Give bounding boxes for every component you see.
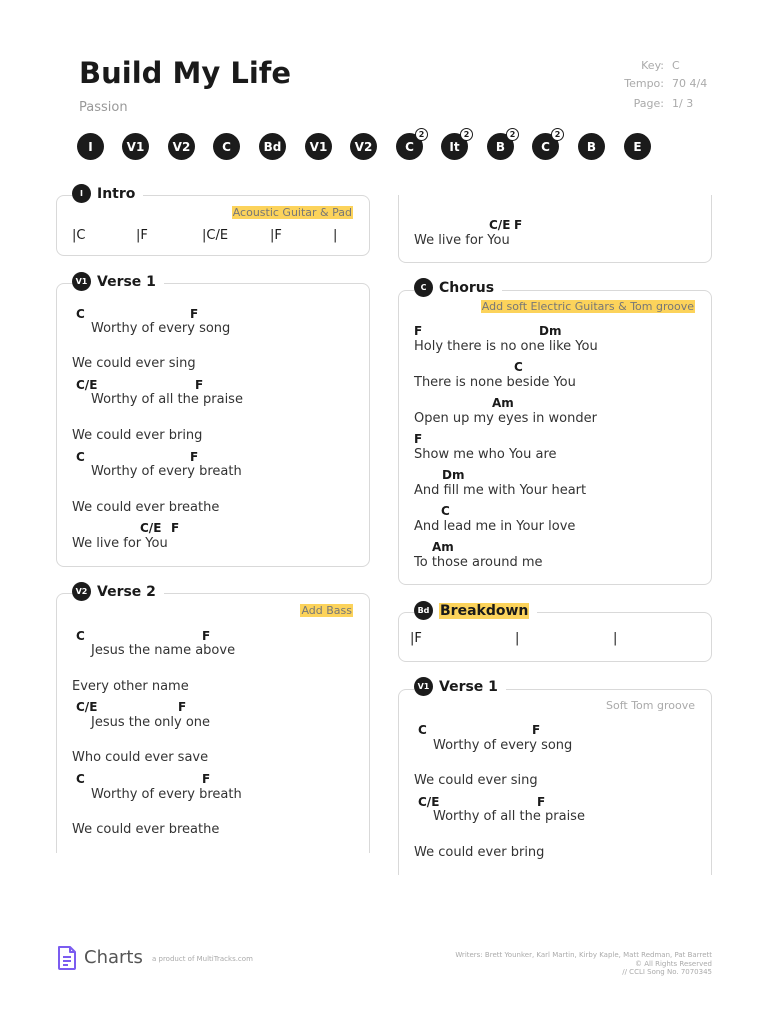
lyric-line: There is none beside You — [414, 375, 576, 390]
roadmap-pill-chorus[interactable] — [213, 133, 240, 160]
lyric-line: And fill me with Your heart — [414, 483, 587, 498]
chord: C — [418, 723, 427, 737]
roadmap-pill-verse1[interactable] — [122, 133, 149, 160]
lyric-line: Worthy of every breath — [91, 464, 242, 479]
chord: Am — [432, 540, 454, 554]
chord: F — [202, 629, 211, 643]
repeat-count-badge: 2 — [551, 128, 564, 141]
roadmap-pill-label: C — [405, 139, 414, 154]
lyric-line: We could ever sing — [72, 356, 196, 371]
roadmap-pill-label: B — [495, 139, 506, 154]
lyric-line: Worthy of all the praise — [91, 392, 243, 407]
roadmap-pill-bridge[interactable] — [487, 130, 516, 160]
lyric-line: Every other name — [72, 679, 189, 694]
bar-chord: | — [613, 631, 618, 646]
roadmap-pill-label: B — [586, 139, 597, 154]
roadmap-pill-verse2[interactable] — [168, 133, 195, 160]
section-header-verse2 — [72, 582, 164, 601]
repeat-count-badge: 2 — [415, 128, 428, 141]
repeat-count-badge: 2 — [460, 128, 473, 141]
lyric-line: Show me who You are — [414, 447, 557, 462]
lyric-line: Worthy of every song — [433, 738, 573, 753]
section-header-verse1 — [72, 272, 164, 291]
key-label: Key: — [641, 59, 664, 72]
section-note-text: Acoustic Guitar & Pad — [232, 206, 352, 219]
chord: F — [537, 795, 546, 809]
tempo-label: Tempo: — [624, 77, 664, 90]
lyric-line: We live for You — [72, 536, 168, 551]
section-title: Verse 1 — [439, 678, 498, 695]
bar-chord: |C — [72, 228, 86, 243]
chord: F — [195, 378, 204, 392]
chord: F — [414, 432, 423, 446]
section-header-breakdown — [414, 601, 537, 620]
bar-chord: | — [515, 631, 520, 646]
roadmap-pill-verse2[interactable] — [350, 133, 377, 160]
section-title: Chorus — [439, 279, 495, 296]
chord: C — [76, 450, 85, 464]
roadmap-pill-label: V2 — [354, 139, 373, 154]
chord: C — [76, 629, 85, 643]
chord: F — [514, 218, 523, 232]
section-badge-icon: C — [414, 278, 433, 297]
lyric-line: Who could ever save — [72, 750, 209, 765]
chord: C/E — [418, 795, 440, 809]
section-badge-icon: V1 — [414, 677, 433, 696]
section-header-chorus — [414, 278, 502, 297]
section-badge-icon: I — [72, 184, 91, 203]
section-title: Intro — [97, 185, 136, 202]
roadmap-pill-bridge[interactable] — [578, 133, 605, 160]
lyric-line: We live for You — [414, 233, 510, 248]
footer-ccli: // CCLI Song No. 7070345 — [622, 968, 712, 976]
chord: C/E — [76, 700, 98, 714]
lyric-line: Worthy of all the praise — [433, 809, 585, 824]
section-title: Breakdown — [440, 602, 529, 619]
charts-logo-text: Charts — [84, 947, 143, 968]
roadmap-pill-intro[interactable] — [77, 133, 104, 160]
section-note — [232, 206, 353, 219]
charts-logo-icon — [57, 946, 77, 970]
section-badge-icon: V1 — [72, 272, 91, 291]
page-label: Page: — [633, 97, 664, 110]
chord: C — [76, 772, 85, 786]
section-note-text: Add Bass — [301, 604, 352, 617]
footer-rights: © All Rights Reserved — [634, 960, 712, 968]
roadmap-pill-label: C — [222, 139, 231, 154]
page-value: 1/ 3 — [672, 97, 694, 110]
section-verse2-continued — [398, 195, 712, 263]
lyric-line: We could ever bring — [72, 428, 203, 443]
chord: F — [190, 307, 199, 321]
lyric-line: Open up my eyes in wonder — [414, 411, 597, 426]
bar-chord: |C/E — [202, 228, 229, 243]
chord: C — [514, 360, 523, 374]
chord: F — [190, 450, 199, 464]
lyric-line: Holy there is no one like You — [414, 339, 598, 354]
lyric-line: Jesus the name above — [91, 643, 236, 658]
section-note — [300, 604, 353, 617]
roadmap-pill-interlude[interactable] — [441, 130, 470, 160]
lyric-line: Worthy of every breath — [91, 787, 242, 802]
section-badge-icon: Bd — [414, 601, 433, 620]
roadmap-pill-chorus[interactable] — [532, 130, 561, 160]
tempo-value: 70 4/4 — [672, 77, 708, 90]
chord: F — [202, 772, 211, 786]
section-badge-icon: V2 — [72, 582, 91, 601]
chord: C/E — [76, 378, 98, 392]
chord: F — [171, 521, 180, 535]
section-header-verse1-repeat — [414, 677, 506, 696]
bar-chord: |F — [136, 228, 148, 243]
chord: Dm — [539, 324, 562, 338]
repeat-count-badge: 2 — [506, 128, 519, 141]
chord: Am — [492, 396, 514, 410]
bar-chord: | — [333, 228, 338, 243]
roadmap-pill-label: I — [88, 139, 93, 154]
lyric-line: And lead me in Your love — [414, 519, 576, 534]
song-title: Build My Life — [79, 56, 292, 90]
section-title: Verse 1 — [97, 273, 156, 290]
chord: Dm — [442, 468, 465, 482]
chord: C — [76, 307, 85, 321]
key-value: C — [672, 59, 680, 72]
chord: F — [532, 723, 541, 737]
bar-chord: |F — [410, 631, 422, 646]
lyric-line: We could ever breathe — [72, 822, 220, 837]
footer-tagline: a product of MultiTracks.com — [152, 955, 253, 963]
song-artist: Passion — [79, 100, 128, 115]
roadmap-pill-label: Bd — [263, 139, 282, 154]
section-note: Soft Tom groove — [606, 699, 695, 712]
roadmap-pill-label: V1 — [126, 139, 145, 154]
roadmap-pill-ending[interactable] — [624, 133, 651, 160]
chord: C/E — [489, 218, 511, 232]
footer-writers: Writers: Brett Younker, Karl Martin, Kirby Kaple, Matt Redman, Pat Barrett — [455, 951, 712, 959]
bar-chord: |F — [270, 228, 282, 243]
lyric-line: We could ever breathe — [72, 500, 220, 515]
roadmap-pill-label: V2 — [172, 139, 191, 154]
roadmap-pill-label: E — [633, 139, 642, 154]
lyric-line: We could ever bring — [414, 845, 545, 860]
chord: C/E — [140, 521, 162, 535]
roadmap-pill-verse1[interactable] — [305, 133, 332, 160]
section-note-text: Add soft Electric Guitars & Tom groove — [481, 300, 694, 313]
section-intro — [56, 195, 370, 256]
lyric-line: Jesus the only one — [91, 715, 211, 730]
lyric-line: Worthy of every song — [91, 321, 231, 336]
chord: F — [178, 700, 187, 714]
section-header-intro — [72, 184, 143, 203]
chord: F — [414, 324, 423, 338]
roadmap-pill-chorus[interactable] — [396, 130, 425, 160]
roadmap-pill-label: V1 — [309, 139, 328, 154]
section-note — [481, 300, 695, 313]
roadmap-pill-breakdown[interactable] — [259, 133, 286, 160]
roadmap-pill-label: C — [541, 139, 550, 154]
chord: C — [441, 504, 450, 518]
roadmap-pill-label: It — [449, 139, 460, 154]
section-title: Verse 2 — [97, 583, 156, 600]
lyric-line: We could ever sing — [414, 773, 538, 788]
lyric-line: To those around me — [414, 555, 543, 570]
